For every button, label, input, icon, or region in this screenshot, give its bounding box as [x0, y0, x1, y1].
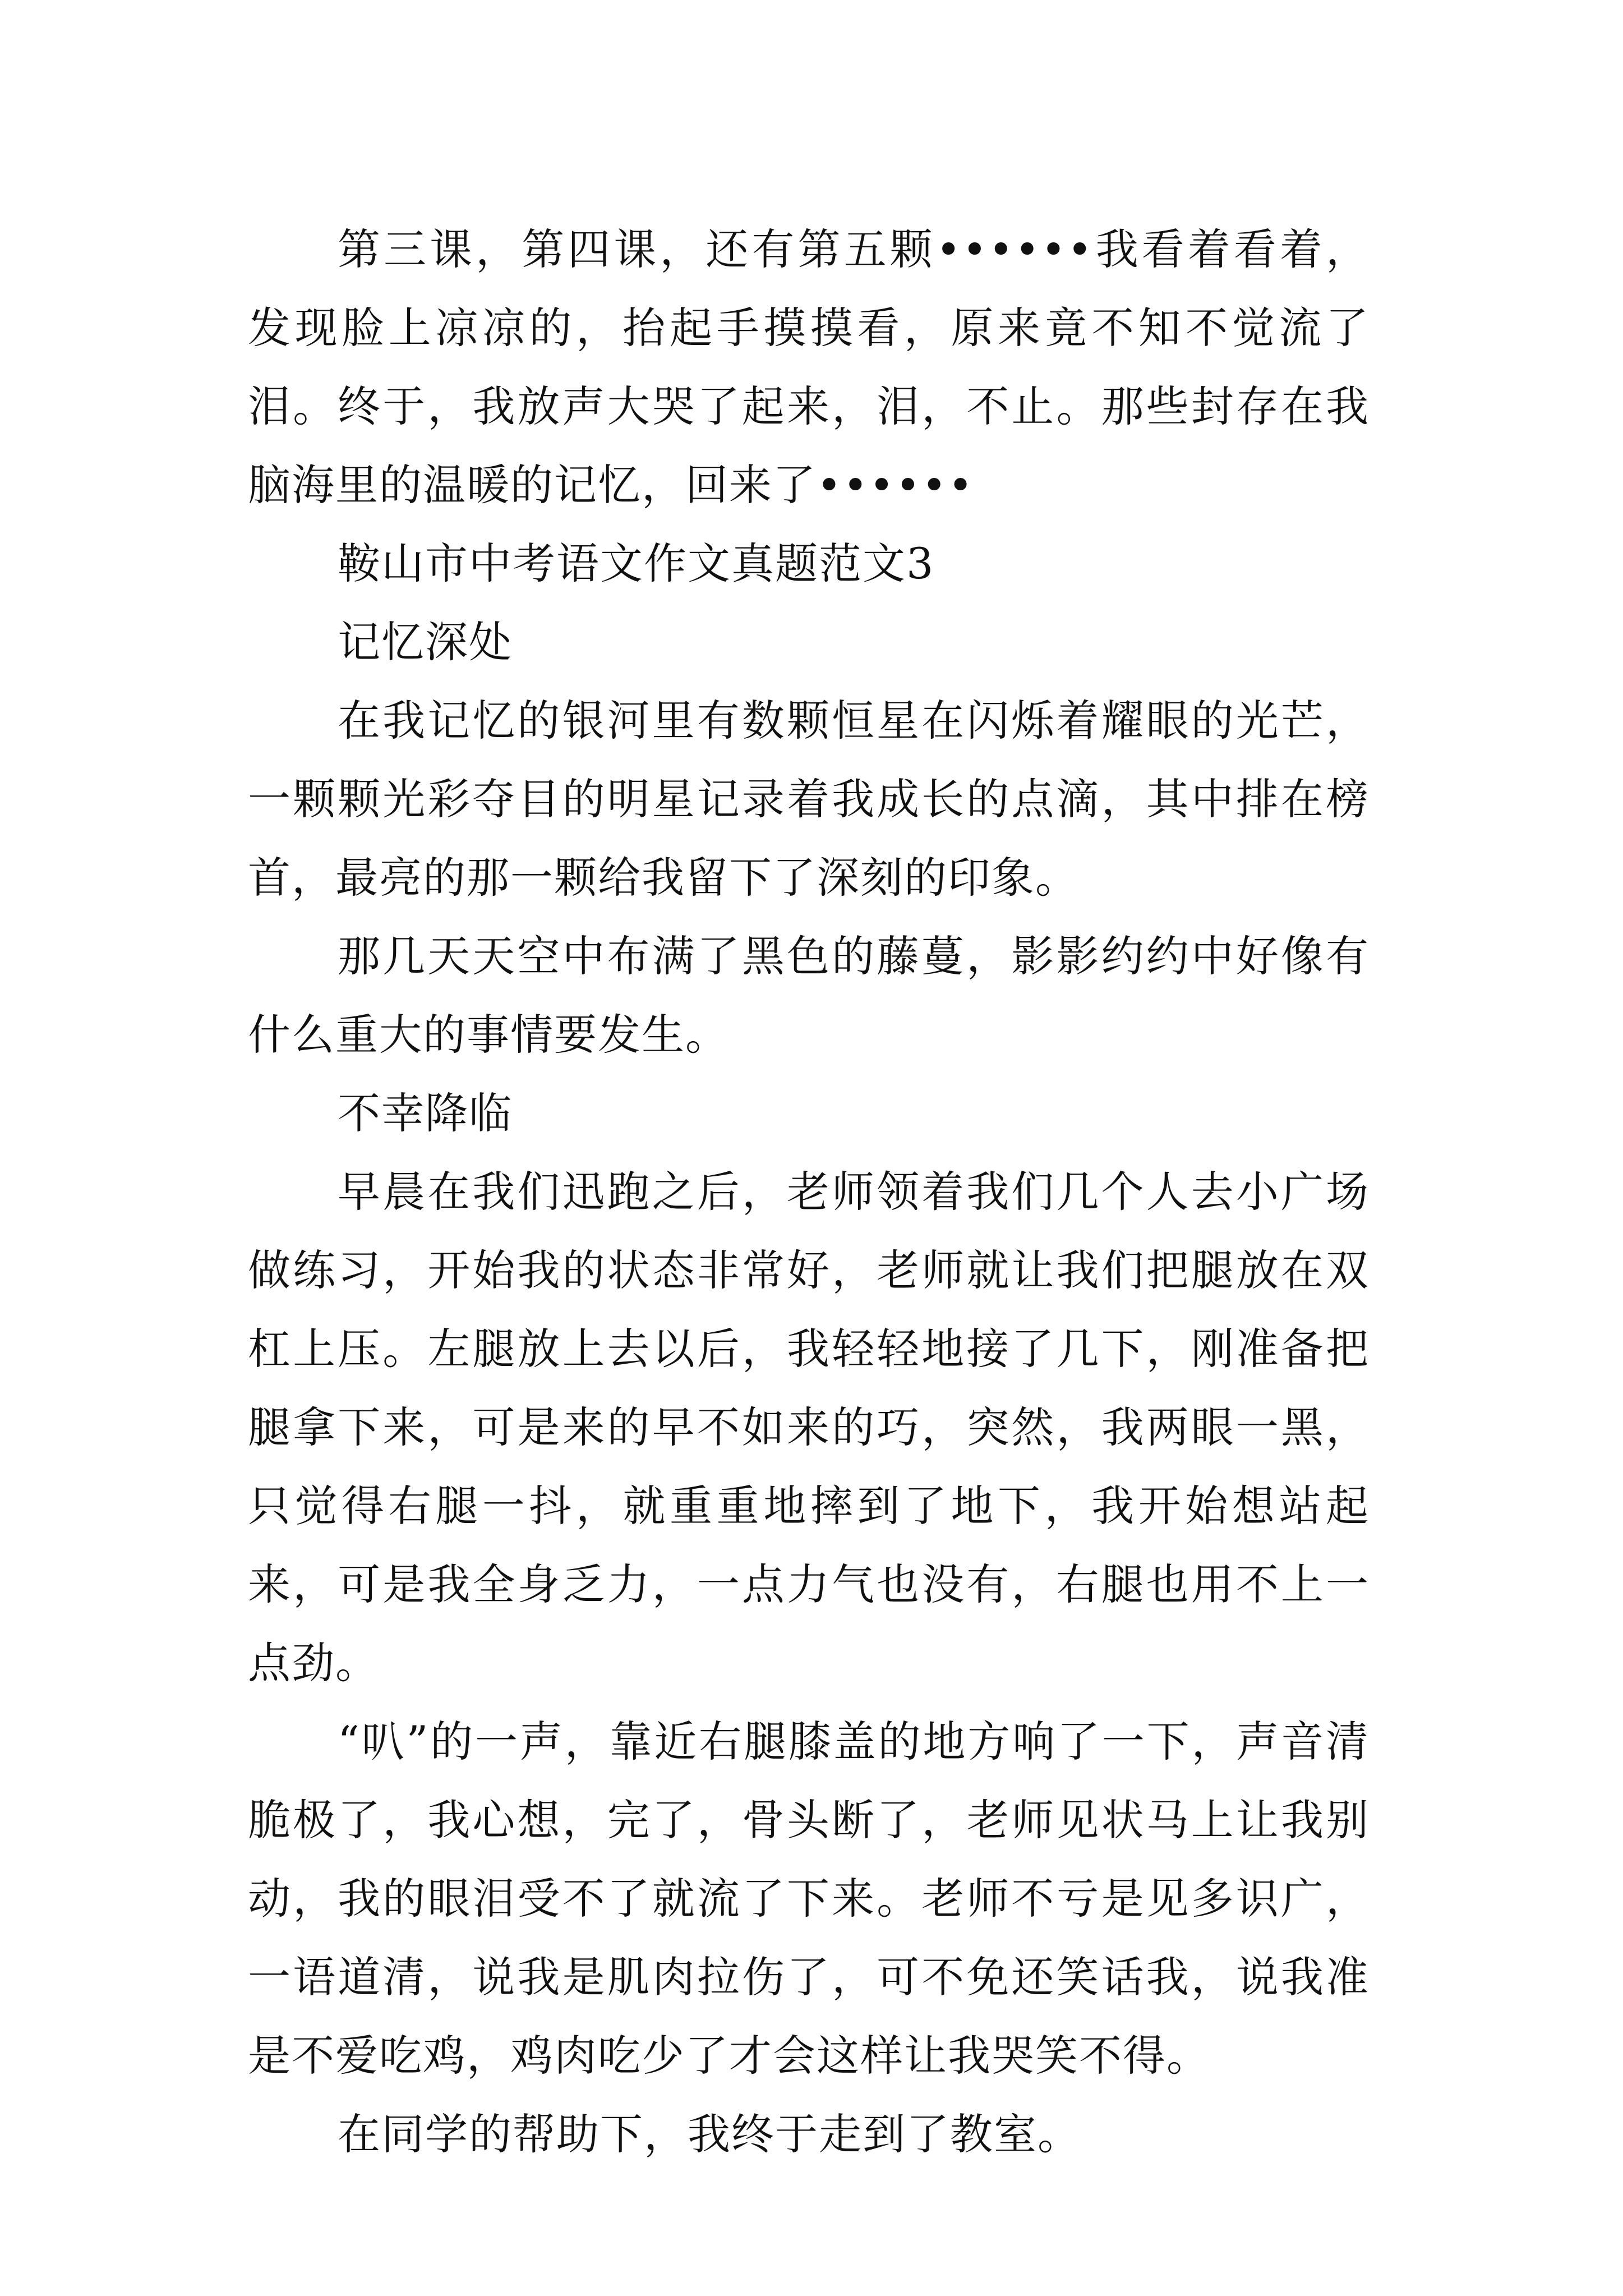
paragraph-memory-galaxy: 在我记忆的银河里有数颗恒星在闪烁着耀眼的光芒，一颗颗光彩夺目的明星记录着我成长的点滴，其中排在榜首，最亮的那一颗给我留下了深刻的印象。	[248, 696, 1370, 903]
section-heading-misfortune: 不幸降临	[338, 1088, 513, 1138]
paragraph-dark-sky: 那几天天空中布满了黑色的藤蔓，影影约约中好像有什么重大的事情要发生。	[248, 931, 1370, 1060]
document-body	[248, 210, 1370, 2174]
essay-title: 鞍山市中考语文作文真题范文3	[338, 539, 935, 588]
essay-subtitle: 记忆深处	[338, 617, 513, 667]
paragraph-classroom: 在同学的帮助下，我终于走到了教室。	[338, 2109, 1081, 2159]
paragraph-tears: 第三课，第四课，还有第五颗••••••我看着看着，发现脸上凉凉的，抬起手摸摸看，原来竟不知不觉流了泪。终于，我放声大哭了起来，泪，不止。那些封存在我脑海里的温暖的记忆，回来了••••••	[248, 224, 1370, 510]
paragraph-sound: “叭”的一声，靠近右腿膝盖的地方响了一下，声音清脆极了，我心想，完了，骨头断了，老师见状马上让我别动，我的眼泪受不了就流了下来。老师不亏是见多识广，一语道清，说我是肌肉拉伤了，可不免还笑话我，说我准是不爱吃鸡，鸡肉吃少了才会这样让我哭笑不得。	[248, 1717, 1370, 2081]
paragraph-injury: 早晨在我们迅跑之后，老师领着我们几个人去小广场做练习，开始我的状态非常好，老师就让我们把腿放在双杠上压。左腿放上去以后，我轻轻地接了几下，刚准备把腿拿下来，可是来的早不如来的巧，突然，我两眼一黑，只觉得右腿一抖，就重重地摔到了地下，我开始想站起来，可是我全身乏力，一点力气也没有，右腿也用不上一点劲。	[248, 1167, 1370, 1688]
